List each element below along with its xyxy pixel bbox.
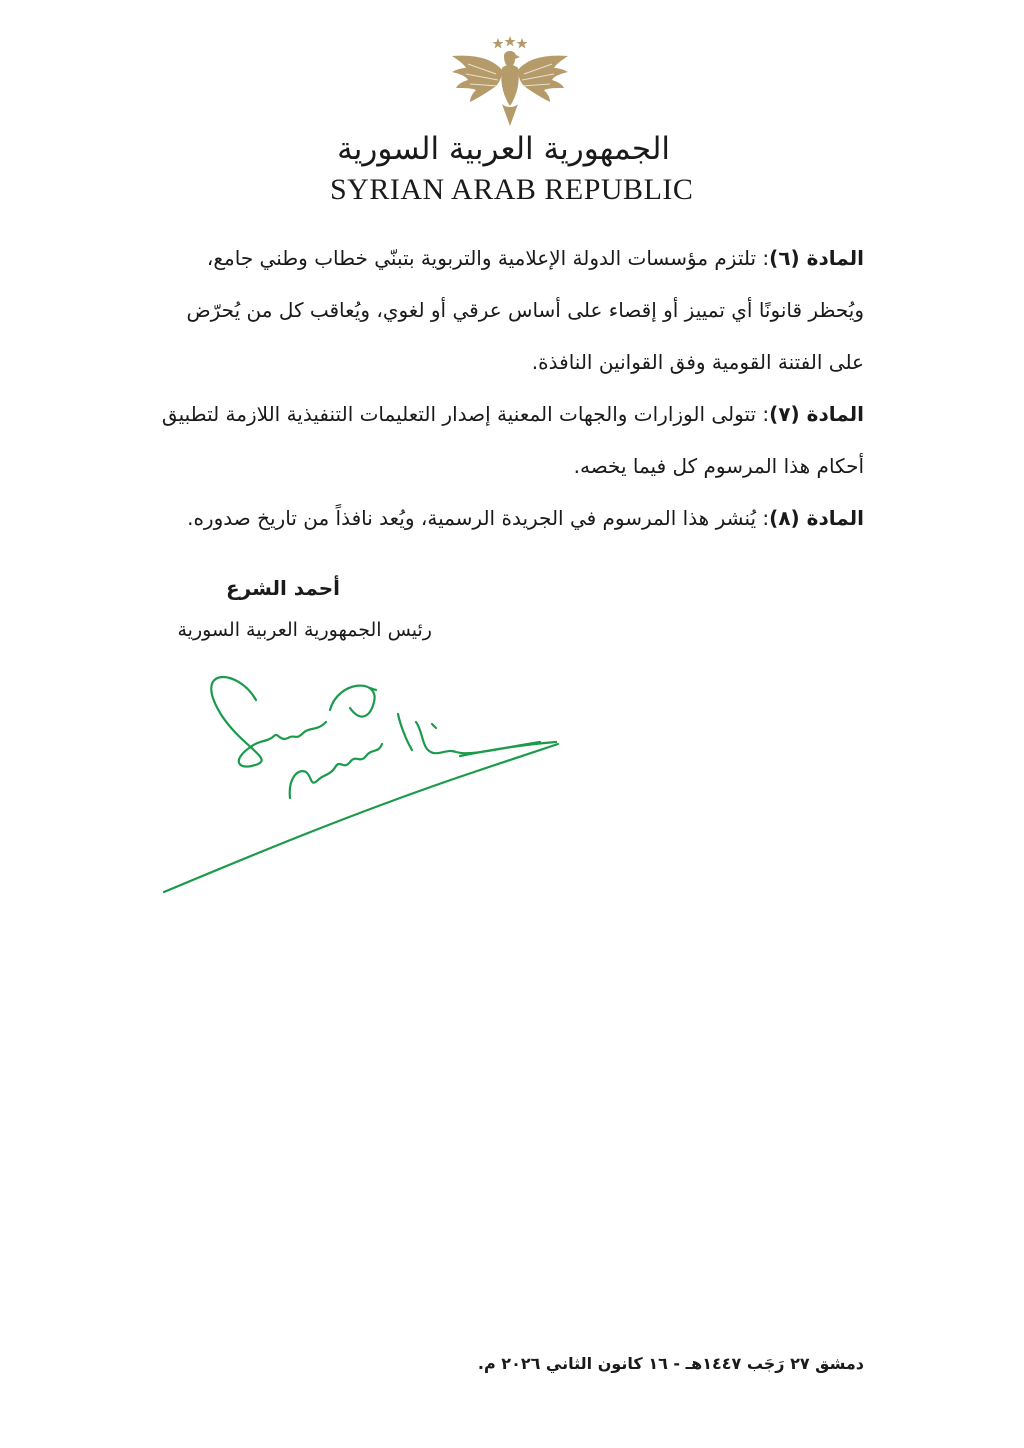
- article-label: المادة (٦): [769, 246, 864, 270]
- article-label: المادة (٧): [769, 402, 864, 426]
- handwritten-signature-icon: [160, 660, 560, 900]
- signer-title: رئيس الجمهورية العربية السورية: [177, 619, 432, 641]
- article-text: : يُنشر هذا المرسوم في الجريدة الرسمية، ويُعد نافذاً من تاريخ صدوره.: [187, 506, 770, 530]
- article-text: : تتولى الوزارات والجهات المعنية إصدار التعليمات التنفيذية اللازمة لتطبيق أحكام هذا المرسوم كل فيما يخصه.: [161, 402, 864, 478]
- article-text: : تلتزم مؤسسات الدولة الإعلامية والتربوية بتبنّي خطاب وطني جامع، ويُحظر قانونًا أي تمييز أو إقصاء على أساس عرقي أو لغوي، ويُعاقب كل من يُحرّض على الفتنة القومية وفق القوانين النافذة.: [186, 246, 864, 374]
- eagle-emblem-icon: [448, 34, 572, 130]
- article-label: المادة (٨): [769, 506, 864, 530]
- articles-section: [146, 232, 864, 544]
- article-6: [146, 232, 864, 388]
- header-arabic-name: الجمهورية العربية السورية: [337, 131, 670, 167]
- header-english-name: SYRIAN ARAB REPUBLIC: [330, 173, 694, 206]
- signer-name: أحمد الشرع: [225, 576, 340, 600]
- footer-date: دمشق ٢٧ رَجَب ١٤٤٧هـ - ١٦ كانون الثاني ٢٠٢٦ م.: [477, 1354, 864, 1373]
- article-8: [146, 492, 864, 544]
- article-7: [146, 388, 864, 492]
